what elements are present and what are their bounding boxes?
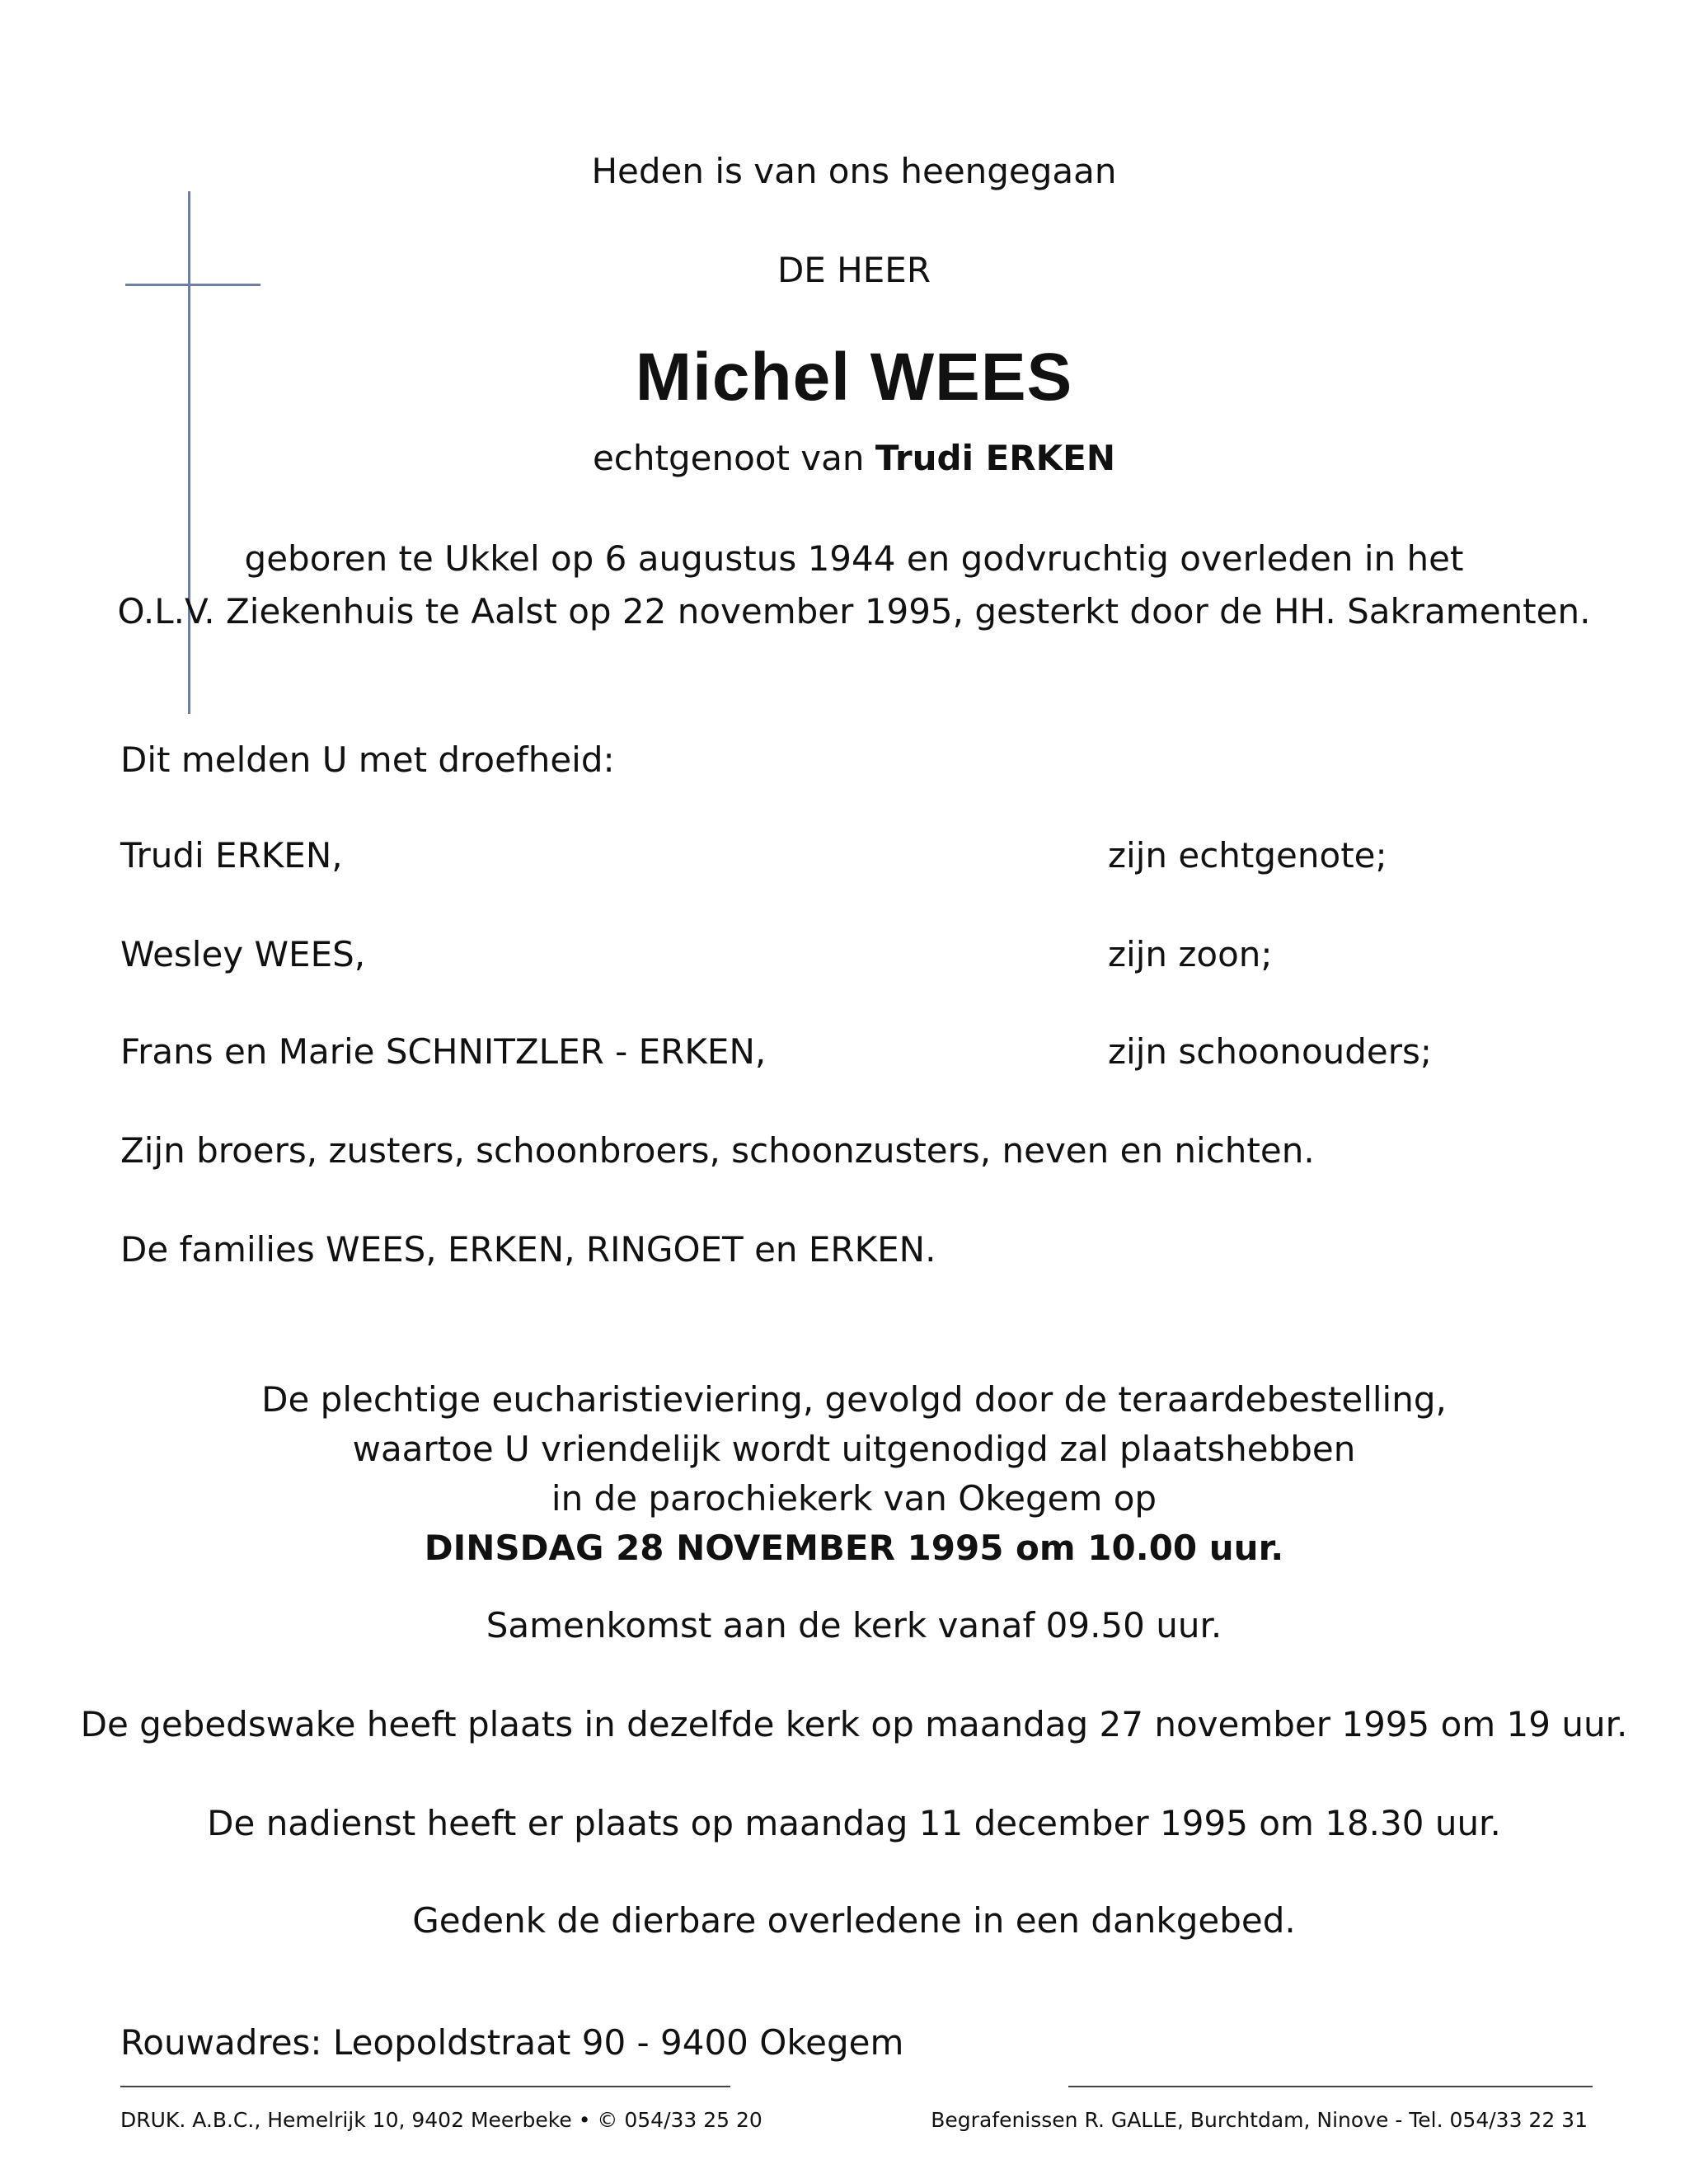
mourner-name: Frans en Marie SCHNITZLER - ERKEN, — [120, 1031, 767, 1072]
remembrance-text: Gedenk de dierbare overledene in een dankgebed. — [412, 1900, 1296, 1941]
mourner-relation: zijn schoonouders; — [1108, 1031, 1433, 1072]
printer-info: DRUK. A.B.C., Hemelrijk 10, 9402 Meerbeke • © 054/33 25 20 — [120, 2108, 762, 2132]
relatives-line: Zijn broers, zusters, schoonbroers, schoonzusters, neven en nichten. — [120, 1130, 1315, 1171]
service-datetime: DINSDAG 28 NOVEMBER 1995 om 10.00 uur. — [424, 1528, 1284, 1568]
intro-text: Heden is van ons heengegaan — [591, 151, 1117, 191]
mourner-name: Wesley WEES, — [120, 934, 366, 974]
families-line: De families WEES, ERKEN, RINGOET en ERKEN. — [120, 1229, 936, 1270]
announcement-intro: Dit melden U met droefheid: — [120, 739, 615, 780]
spouse-line — [0, 437, 1708, 480]
birth-death-line-2: O.L.V. Ziekenhuis te Aalst op 22 november 1995, gesterkt door de HH. Sakramenten. — [117, 591, 1591, 631]
service-line-3: in de parochiekerk van Okegem op — [551, 1478, 1157, 1519]
deceased-name: Michel WEES — [635, 340, 1073, 415]
gathering-time: Samenkomst aan de kerk vanaf 09.50 uur. — [486, 1605, 1222, 1645]
birth-death-line-1: geboren te Ukkel op 6 augustus 1944 en godvruchtig overleden in het — [244, 538, 1464, 579]
memorial-service-info: De nadienst heeft er plaats op maandag 11 december 1995 om 18.30 uur. — [207, 1803, 1501, 1843]
footer-rule-left — [120, 2086, 730, 2087]
service-line-1: De plechtige eucharistieviering, gevolgd door de teraardebestelling, — [261, 1379, 1447, 1420]
salutation: DE HEER — [777, 250, 931, 290]
service-line-2: waartoe U vriendelijk wordt uitgenodigd zal plaatshebben — [352, 1429, 1356, 1469]
spouse-prefix: echtgenoot van — [592, 438, 865, 478]
footer-rule-right — [1068, 2086, 1593, 2087]
mourner-relation: zijn zoon; — [1108, 934, 1273, 974]
undertaker-info: Begrafenissen R. GALLE, Burchtdam, Ninove - Tel. 054/33 22 31 — [931, 2108, 1588, 2132]
vigil-info: De gebedswake heeft plaats in dezelfde kerk op maandag 27 november 1995 om 19 uur. — [80, 1704, 1628, 1744]
spouse-name: Trudi ERKEN — [875, 438, 1116, 478]
mourner-name: Trudi ERKEN, — [120, 835, 343, 876]
mourning-address: Rouwadres: Leopoldstraat 90 - 9400 Okegem — [120, 2022, 904, 2063]
mourner-relation: zijn echtgenote; — [1108, 835, 1387, 876]
